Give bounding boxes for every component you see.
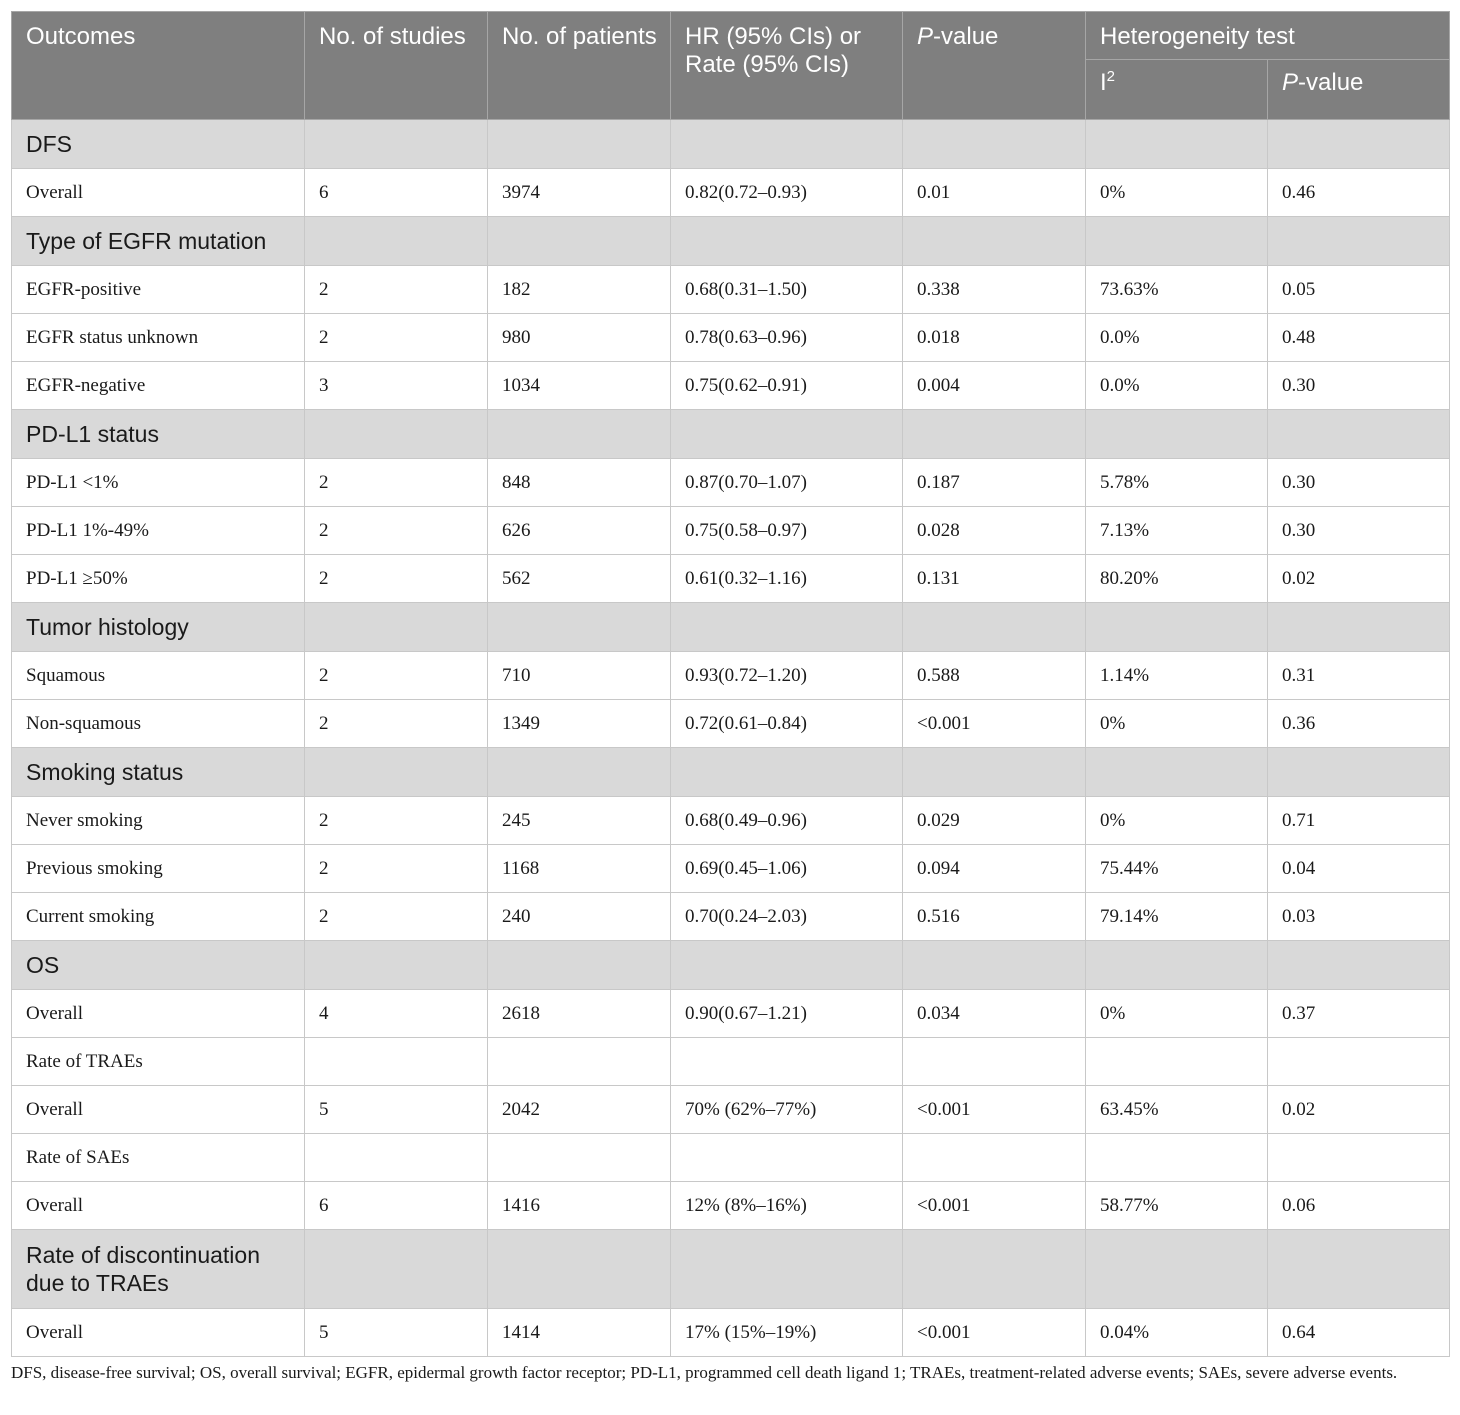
cell-p-value: 0.034 <box>903 990 1086 1038</box>
cell-outcome: EGFR-positive <box>12 266 305 314</box>
cell-p-value: 0.094 <box>903 845 1086 893</box>
table-row <box>12 845 1450 893</box>
cell-i-squared: 0% <box>1086 797 1268 845</box>
cell-i-squared: 0.0% <box>1086 362 1268 410</box>
section-cell-empty <box>488 120 671 169</box>
section-cell-empty <box>488 748 671 797</box>
cell-studies: 2 <box>305 555 488 603</box>
cell-outcome: Squamous <box>12 652 305 700</box>
cell-het-p-value: 0.06 <box>1268 1182 1450 1230</box>
cell-patients: 980 <box>488 314 671 362</box>
section-cell-empty <box>903 748 1086 797</box>
header-no-of-patients: No. of patients <box>488 12 671 120</box>
cell-hr: 0.87(0.70–1.07) <box>671 459 903 507</box>
cell-outcome: Overall <box>12 1309 305 1357</box>
table-row <box>12 1134 1450 1182</box>
cell-outcome: PD-L1 1%-49% <box>12 507 305 555</box>
table-row <box>12 169 1450 217</box>
cell-hr <box>671 1038 903 1086</box>
cell-p-value <box>903 1134 1086 1182</box>
section-row <box>12 1230 1450 1309</box>
header-p-rest: -value <box>933 23 999 50</box>
cell-p-value: 0.588 <box>903 652 1086 700</box>
section-cell-empty <box>1268 217 1450 266</box>
cell-i-squared: 5.78% <box>1086 459 1268 507</box>
cell-hr: 12% (8%–16%) <box>671 1182 903 1230</box>
section-row <box>12 603 1450 652</box>
cell-p-value: 0.028 <box>903 507 1086 555</box>
cell-hr: 0.68(0.31–1.50) <box>671 266 903 314</box>
section-cell-empty <box>903 217 1086 266</box>
section-cell-empty <box>1086 217 1268 266</box>
section-cell-empty <box>1268 941 1450 990</box>
section-cell-empty <box>903 941 1086 990</box>
section-cell-empty <box>488 410 671 459</box>
section-cell-empty <box>671 410 903 459</box>
section-cell-empty <box>1086 410 1268 459</box>
table-row <box>12 362 1450 410</box>
cell-patients: 710 <box>488 652 671 700</box>
cell-p-value: 0.187 <box>903 459 1086 507</box>
cell-i-squared: 0% <box>1086 169 1268 217</box>
cell-hr: 0.90(0.67–1.21) <box>671 990 903 1038</box>
cell-outcome: Overall <box>12 990 305 1038</box>
cell-het-p-value <box>1268 1038 1450 1086</box>
cell-studies: 2 <box>305 314 488 362</box>
table-row <box>12 1182 1450 1230</box>
table-row <box>12 555 1450 603</box>
header-heterogeneity-test: Heterogeneity test <box>1086 12 1450 60</box>
cell-i-squared: 75.44% <box>1086 845 1268 893</box>
section-cell-empty <box>305 603 488 652</box>
section-cell-empty <box>671 1230 903 1309</box>
cell-hr: 70% (62%–77%) <box>671 1086 903 1134</box>
table-row <box>12 893 1450 941</box>
cell-i-squared: 79.14% <box>1086 893 1268 941</box>
cell-patients: 1034 <box>488 362 671 410</box>
section-cell-empty <box>1268 603 1450 652</box>
section-cell-empty <box>305 120 488 169</box>
section-label: Type of EGFR mutation <box>12 217 305 266</box>
cell-outcome: PD-L1 <1% <box>12 459 305 507</box>
cell-studies <box>305 1038 488 1086</box>
cell-patients: 240 <box>488 893 671 941</box>
header-hp-italic: P <box>1282 69 1299 96</box>
section-cell-empty <box>1268 748 1450 797</box>
cell-patients: 182 <box>488 266 671 314</box>
cell-hr: 0.78(0.63–0.96) <box>671 314 903 362</box>
header-hr: HR (95% CIs) or Rate (95% CIs) <box>671 12 903 120</box>
cell-patients: 562 <box>488 555 671 603</box>
cell-outcome: PD-L1 ≥50% <box>12 555 305 603</box>
cell-i-squared: 0% <box>1086 700 1268 748</box>
cell-i-squared <box>1086 1134 1268 1182</box>
cell-patients: 3974 <box>488 169 671 217</box>
section-cell-empty <box>903 603 1086 652</box>
cell-studies: 2 <box>305 797 488 845</box>
section-row <box>12 941 1450 990</box>
cell-het-p-value: 0.36 <box>1268 700 1450 748</box>
table-row <box>12 507 1450 555</box>
cell-hr: 0.82(0.72–0.93) <box>671 169 903 217</box>
section-cell-empty <box>488 1230 671 1309</box>
cell-outcome: Overall <box>12 169 305 217</box>
cell-het-p-value <box>1268 1134 1450 1182</box>
header-no-of-studies: No. of studies <box>305 12 488 120</box>
cell-p-value: 0.029 <box>903 797 1086 845</box>
cell-i-squared: 0.0% <box>1086 314 1268 362</box>
cell-het-p-value: 0.46 <box>1268 169 1450 217</box>
section-cell-empty <box>903 120 1086 169</box>
cell-studies <box>305 1134 488 1182</box>
table-body <box>12 120 1450 1357</box>
cell-p-value: 0.01 <box>903 169 1086 217</box>
section-cell-empty <box>305 941 488 990</box>
cell-het-p-value: 0.48 <box>1268 314 1450 362</box>
section-label: OS <box>12 941 305 990</box>
cell-hr: 0.93(0.72–1.20) <box>671 652 903 700</box>
cell-het-p-value: 0.04 <box>1268 845 1450 893</box>
header-p-value <box>903 12 1086 120</box>
section-label: Tumor histology <box>12 603 305 652</box>
cell-i-squared: 80.20% <box>1086 555 1268 603</box>
cell-p-value: 0.131 <box>903 555 1086 603</box>
cell-studies: 2 <box>305 266 488 314</box>
cell-studies: 5 <box>305 1309 488 1357</box>
cell-patients: 848 <box>488 459 671 507</box>
cell-studies: 6 <box>305 169 488 217</box>
cell-outcome: Never smoking <box>12 797 305 845</box>
section-cell-empty <box>671 941 903 990</box>
cell-studies: 2 <box>305 652 488 700</box>
section-cell-empty <box>671 217 903 266</box>
cell-hr: 17% (15%–19%) <box>671 1309 903 1357</box>
cell-het-p-value: 0.30 <box>1268 459 1450 507</box>
cell-studies: 2 <box>305 845 488 893</box>
section-cell-empty <box>1268 410 1450 459</box>
cell-i-squared <box>1086 1038 1268 1086</box>
cell-patients: 245 <box>488 797 671 845</box>
cell-het-p-value: 0.30 <box>1268 507 1450 555</box>
section-cell-empty <box>488 603 671 652</box>
cell-hr: 0.69(0.45–1.06) <box>671 845 903 893</box>
section-row <box>12 120 1450 169</box>
section-cell-empty <box>1086 120 1268 169</box>
cell-het-p-value: 0.05 <box>1268 266 1450 314</box>
cell-het-p-value: 0.02 <box>1268 555 1450 603</box>
cell-i-squared: 7.13% <box>1086 507 1268 555</box>
section-cell-empty <box>488 217 671 266</box>
header-hp-rest: -value <box>1298 69 1364 96</box>
table-row <box>12 700 1450 748</box>
cell-p-value: 0.018 <box>903 314 1086 362</box>
cell-patients: 2618 <box>488 990 671 1038</box>
cell-outcome: Overall <box>12 1182 305 1230</box>
cell-i-squared: 73.63% <box>1086 266 1268 314</box>
cell-hr <box>671 1134 903 1182</box>
section-row <box>12 410 1450 459</box>
section-cell-empty <box>1086 941 1268 990</box>
section-cell-empty <box>903 1230 1086 1309</box>
cell-i-squared: 0.04% <box>1086 1309 1268 1357</box>
section-label: DFS <box>12 120 305 169</box>
header-i-squared <box>1086 60 1268 120</box>
cell-studies: 2 <box>305 700 488 748</box>
cell-patients: 626 <box>488 507 671 555</box>
section-row <box>12 748 1450 797</box>
header-p-italic: P <box>917 23 934 50</box>
cell-p-value: <0.001 <box>903 700 1086 748</box>
section-cell-empty <box>1268 120 1450 169</box>
cell-het-p-value: 0.03 <box>1268 893 1450 941</box>
cell-outcome: Rate of TRAEs <box>12 1038 305 1086</box>
header-i-label: I <box>1100 69 1107 96</box>
table-row <box>12 990 1450 1038</box>
cell-outcome: Previous smoking <box>12 845 305 893</box>
cell-hr: 0.70(0.24–2.03) <box>671 893 903 941</box>
section-cell-empty <box>305 217 488 266</box>
cell-hr: 0.68(0.49–0.96) <box>671 797 903 845</box>
cell-patients <box>488 1134 671 1182</box>
cell-outcome: EGFR-negative <box>12 362 305 410</box>
section-cell-empty <box>1086 1230 1268 1309</box>
cell-studies: 3 <box>305 362 488 410</box>
cell-outcome: Rate of SAEs <box>12 1134 305 1182</box>
section-label: Rate of discontinuation due to TRAEs <box>12 1230 305 1309</box>
section-cell-empty <box>903 410 1086 459</box>
cell-patients: 1414 <box>488 1309 671 1357</box>
table-row <box>12 266 1450 314</box>
cell-p-value: <0.001 <box>903 1182 1086 1230</box>
cell-i-squared: 63.45% <box>1086 1086 1268 1134</box>
section-cell-empty <box>671 748 903 797</box>
cell-i-squared: 0% <box>1086 990 1268 1038</box>
cell-outcome: Non-squamous <box>12 700 305 748</box>
cell-outcome: EGFR status unknown <box>12 314 305 362</box>
section-cell-empty <box>1086 603 1268 652</box>
section-cell-empty <box>305 1230 488 1309</box>
cell-outcome: Overall <box>12 1086 305 1134</box>
section-cell-empty <box>671 120 903 169</box>
cell-p-value: 0.516 <box>903 893 1086 941</box>
cell-studies: 2 <box>305 893 488 941</box>
cell-hr: 0.61(0.32–1.16) <box>671 555 903 603</box>
table-row <box>12 1309 1450 1357</box>
table-row <box>12 797 1450 845</box>
cell-outcome: Current smoking <box>12 893 305 941</box>
cell-studies: 6 <box>305 1182 488 1230</box>
section-row <box>12 217 1450 266</box>
section-cell-empty <box>488 941 671 990</box>
cell-het-p-value: 0.02 <box>1268 1086 1450 1134</box>
table-row <box>12 1086 1450 1134</box>
cell-studies: 5 <box>305 1086 488 1134</box>
table-row <box>12 314 1450 362</box>
cell-patients: 1349 <box>488 700 671 748</box>
cell-studies: 2 <box>305 459 488 507</box>
table-row <box>12 652 1450 700</box>
cell-het-p-value: 0.31 <box>1268 652 1450 700</box>
cell-het-p-value: 0.30 <box>1268 362 1450 410</box>
cell-p-value: 0.004 <box>903 362 1086 410</box>
cell-p-value: 0.338 <box>903 266 1086 314</box>
section-label: PD-L1 status <box>12 410 305 459</box>
cell-p-value: <0.001 <box>903 1086 1086 1134</box>
cell-studies: 2 <box>305 507 488 555</box>
section-cell-empty <box>1086 748 1268 797</box>
cell-p-value: <0.001 <box>903 1309 1086 1357</box>
section-cell-empty <box>1268 1230 1450 1309</box>
cell-hr: 0.72(0.61–0.84) <box>671 700 903 748</box>
cell-het-p-value: 0.37 <box>1268 990 1450 1038</box>
table-row <box>12 1038 1450 1086</box>
cell-patients: 1168 <box>488 845 671 893</box>
cell-patients: 2042 <box>488 1086 671 1134</box>
cell-p-value <box>903 1038 1086 1086</box>
section-cell-empty <box>305 410 488 459</box>
cell-patients <box>488 1038 671 1086</box>
section-label: Smoking status <box>12 748 305 797</box>
cell-i-squared: 58.77% <box>1086 1182 1268 1230</box>
table-header <box>12 12 1450 120</box>
header-heterogeneity-p-value <box>1268 60 1450 120</box>
cell-i-squared: 1.14% <box>1086 652 1268 700</box>
outcomes-table <box>11 11 1450 1357</box>
table-footnote: DFS, disease-free survival; OS, overall survival; EGFR, epidermal growth factor receptor; PD-L1, programmed cell death ligand 1; TRAEs, treatment-related adverse events; SAEs, severe adverse events. <box>11 1363 1398 1382</box>
cell-studies: 4 <box>305 990 488 1038</box>
cell-het-p-value: 0.71 <box>1268 797 1450 845</box>
header-i-sup: 2 <box>1106 68 1116 85</box>
section-cell-empty <box>671 603 903 652</box>
header-outcomes: Outcomes <box>12 12 305 120</box>
cell-patients: 1416 <box>488 1182 671 1230</box>
cell-hr: 0.75(0.62–0.91) <box>671 362 903 410</box>
cell-hr: 0.75(0.58–0.97) <box>671 507 903 555</box>
cell-het-p-value: 0.64 <box>1268 1309 1450 1357</box>
table-row <box>12 459 1450 507</box>
section-cell-empty <box>305 748 488 797</box>
